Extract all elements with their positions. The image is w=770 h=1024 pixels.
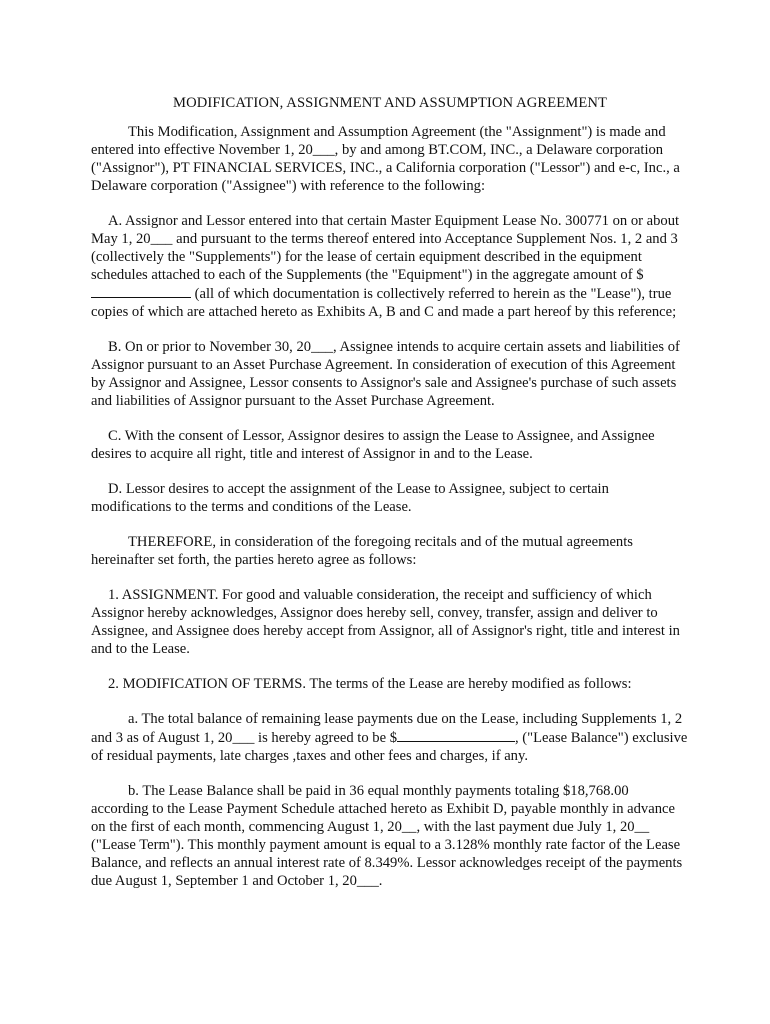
recital-d-paragraph: D. Lessor desires to accept the assignment of the Lease to Assignee, subject to certain modifications to the terms and conditions of the Lease.	[91, 481, 609, 515]
document-body	[91, 94, 689, 907]
recital-c-paragraph: C. With the consent of Lessor, Assignor desires to assign the Lease to Assignee, and Assignee desires to acquire all right, title and interest of Assignor in and to the Lease.	[91, 428, 655, 462]
recital-b-paragraph: B. On or prior to November 30, 20___, Assignee intends to acquire certain assets and liabilities of Assignor pursuant to an Asset Purchase Agreement. In consideration of execution of this Agreement by Assignor and Assignee, Lessor consents to Assignor's sale and Assignee's purchase of such assets and liabilities of Assignor pursuant to the Asset Purchase Agreement.	[91, 339, 680, 409]
amount-blank-line	[91, 284, 191, 298]
section-1-assignment: 1. ASSIGNMENT. For good and valuable consideration, the receipt and sufficiency of which Assignor hereby acknowledges, Assignor does hereby sell, convey, transfer, assign and deliver to Assignee, and Assignee does hereby accept from Assignor, all of Assignor's right, title and interest in and to the Lease.	[91, 587, 680, 657]
item-a-paragraph	[91, 710, 689, 765]
therefore-paragraph: THEREFORE, in consideration of the foregoing recitals and of the mutual agreements hereinafter set forth, the parties hereto agree as follows:	[91, 534, 633, 568]
item-a-text-2: , ("Lease Balance") exclusive of residual payments, late charges ,taxes and other fees and charges, if any.	[91, 730, 688, 764]
recital-a-text-2: (all of which documentation is collectively referred to herein as the "Lease"), true copies of which are attached hereto as Exhibits A, B and C and made a part hereof by this reference;	[91, 286, 677, 320]
lease-balance-blank-line	[397, 728, 515, 742]
section-2-modification: 2. MODIFICATION OF TERMS. The terms of the Lease are hereby modified as follows:	[108, 676, 632, 692]
item-b-paragraph: b. The Lease Balance shall be paid in 36 equal monthly payments totaling $18,768.00 according to the Lease Payment Schedule attached hereto as Exhibit D, payable monthly in advance on the first of each month, commencing August 1, 20__, with the last payment due July 1, 20__ ("Lease Term"). This monthly payment amount is equal to a 3.128% monthly rate factor of the Lease Balance, and reflects an annual interest rate of 8.349%. Lessor acknowledges receipt of the payments due August 1, September 1 and October 1, 20___.	[91, 783, 683, 889]
intro-paragraph: This Modification, Assignment and Assumption Agreement (the "Assignment") is made and entered into effective November 1, 20___, by and among BT.COM, INC., a Delaware corporation ("Assignor"), PT FINANCIAL SERVICES, INC., a California corporation ("Lessor") and e-c, Inc., a Delaware corporation ("Assignee") with reference to the following:	[91, 124, 680, 194]
document-title: MODIFICATION, ASSIGNMENT AND ASSUMPTION AGREEMENT	[173, 95, 607, 111]
recital-a-text-1: A. Assignor and Lessor entered into that certain Master Equipment Lease No. 300771 on or about May 1, 20___ and pursuant to the terms thereof entered into Acceptance Supplement Nos. 1, 2 and 3 (collectively the "Supplements") for the lease of certain equipment described in the equipment schedules attached to each of the Supplements (the "Equipment") in the aggregate amount of $	[91, 213, 680, 283]
recital-a-paragraph	[91, 212, 689, 321]
item-a-text-1: a. The total balance of remaining lease payments due on the Lease, including Supplements 1, 2 and 3 as of August 1, 20___ is hereby agreed to be $	[91, 711, 683, 746]
